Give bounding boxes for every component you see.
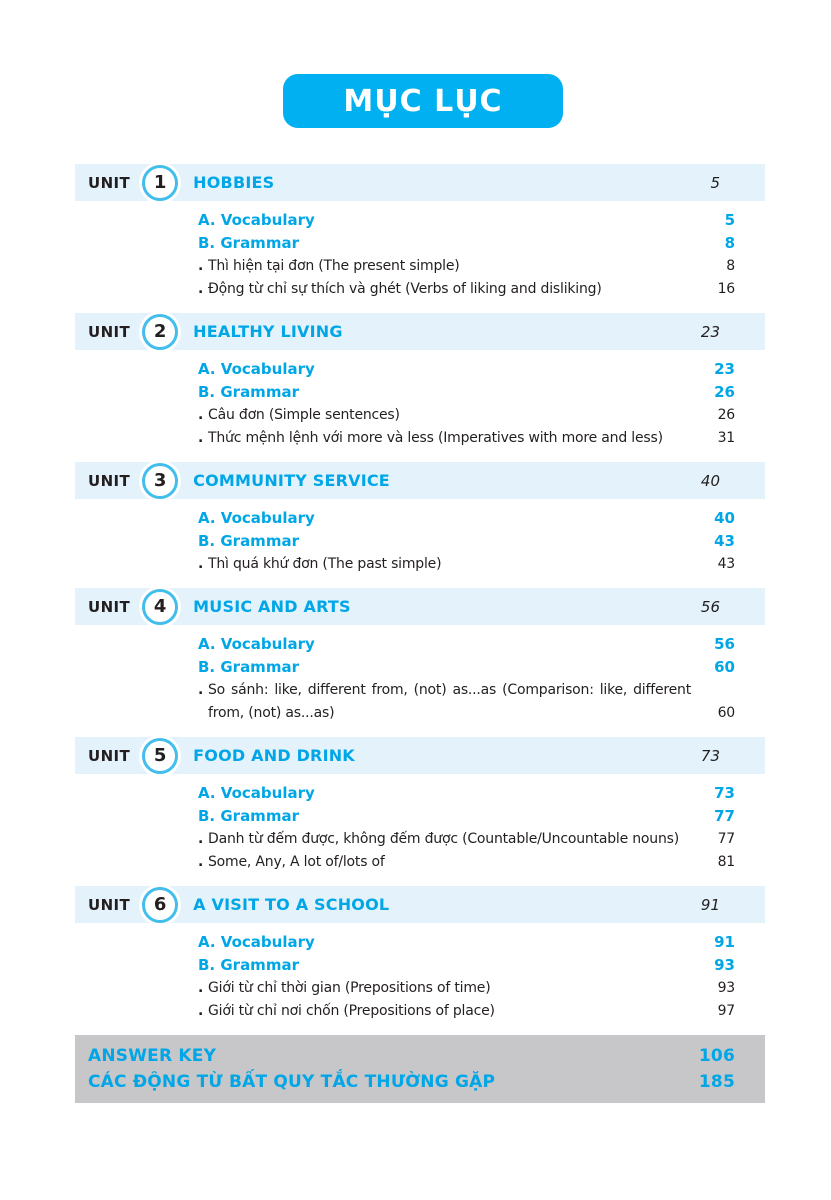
toc-item [198,679,735,725]
toc-section [198,209,735,232]
toc-item-page: 77 [717,831,735,847]
unit-body [75,350,765,450]
footer-page: 106 [698,1046,735,1066]
toc-item [198,278,735,301]
bullet: . [198,281,204,297]
toc-item-text: Động từ chỉ sự thích và ghét (Verbs of liking and disliking) [208,281,602,297]
unit-label: UNIT [88,597,131,616]
toc-section [198,633,735,656]
toc-item-text: Giới từ chỉ nơi chốn (Prepositions of place) [208,1003,495,1019]
toc-section [198,381,735,404]
toc-section-label: A. Vocabulary [198,360,315,378]
unit-page-number: 23 [700,322,720,341]
unit-number-badge [142,589,178,625]
unit-header [75,886,765,923]
toc-item-page: 60 [717,705,735,721]
toc-item [198,255,735,278]
toc-section [198,232,735,255]
unit-header [75,588,765,625]
unit-label: UNIT [88,322,131,341]
footer-row-irregular-verbs [88,1069,735,1095]
unit-title: A VISIT TO A SCHOOL [193,895,390,914]
toc-section-page: 77 [714,807,735,825]
toc-section-page: 23 [714,360,735,378]
toc-section-label: B. Grammar [198,383,299,401]
toc-section [198,782,735,805]
unit-body [75,499,765,576]
unit-body [75,774,765,874]
toc-item [198,553,735,576]
toc-section [198,530,735,553]
toc-item-text: So sánh: like, different from, (not) as...as (Comparison: like, different from, (not) as...as) [208,682,691,721]
toc-section-label: B. Grammar [198,807,299,825]
unit-number-badge [142,165,178,201]
toc-item [198,828,735,851]
unit-block-6 [75,886,765,1023]
unit-number: 2 [153,321,167,342]
toc-section-label: B. Grammar [198,532,299,550]
toc-section-page: 5 [724,211,735,229]
toc-section-page: 26 [714,383,735,401]
toc-section-label: A. Vocabulary [198,933,315,951]
unit-number-badge [142,887,178,923]
bullet: . [198,682,204,698]
unit-title: HEALTHY LIVING [193,322,343,341]
unit-number: 1 [153,172,167,193]
toc-item-text: Thức mệnh lệnh với more và less (Imperatives with more and less) [208,430,663,446]
toc-section-page: 40 [714,509,735,527]
toc-item-page: 93 [717,980,735,996]
unit-number-badge [142,463,178,499]
unit-number: 4 [153,596,167,617]
unit-title: MUSIC AND ARTS [193,597,351,616]
toc-section-label: B. Grammar [198,234,299,252]
footer-row-answer-key [88,1043,735,1069]
bullet: . [198,1003,204,1019]
toc-item-text: Giới từ chỉ thời gian (Prepositions of time) [208,980,491,996]
toc-section-page: 93 [714,956,735,974]
unit-page-number: 56 [700,597,720,616]
bullet: . [198,854,204,870]
toc-section-label: A. Vocabulary [198,211,315,229]
toc-section-page: 43 [714,532,735,550]
toc-section [198,954,735,977]
toc-section-label: B. Grammar [198,658,299,676]
toc-section-label: B. Grammar [198,956,299,974]
unit-block-3 [75,462,765,576]
bullet: . [198,980,204,996]
toc-section-label: A. Vocabulary [198,635,315,653]
toc-item-page: 26 [717,407,735,423]
unit-number: 6 [153,894,167,915]
toc-item [198,404,735,427]
page-title [283,74,563,128]
unit-number-badge [142,314,178,350]
unit-body [75,923,765,1023]
toc-item-text: Some, Any, A lot of/lots of [208,854,385,870]
unit-page-number: 40 [700,471,720,490]
unit-block-1 [75,164,765,301]
toc-section [198,358,735,381]
unit-body [75,201,765,301]
footer [75,1035,765,1103]
unit-title: FOOD AND DRINK [193,746,355,765]
footer-label: CÁC ĐỘNG TỪ BẤT QUY TẮC THƯỜNG GẶP [88,1072,496,1092]
unit-header [75,737,765,774]
toc-section-page: 60 [714,658,735,676]
bullet: . [198,556,204,572]
toc-section-page: 91 [714,933,735,951]
page-title-text: MỤC LỤC [343,83,503,119]
footer-page: 185 [698,1072,735,1092]
bullet: . [198,407,204,423]
toc-item-page: 8 [726,258,735,274]
toc-section [198,656,735,679]
toc-item [198,1000,735,1023]
toc-item-text: Danh từ đếm được, không đếm được (Countable/Uncountable nouns) [208,831,679,847]
toc-item-page: 97 [717,1003,735,1019]
unit-header [75,164,765,201]
unit-block-2 [75,313,765,450]
toc-section-label: A. Vocabulary [198,784,315,802]
unit-body [75,625,765,725]
toc-item-page: 43 [717,556,735,572]
toc-content [75,164,765,1103]
toc-item-page: 31 [717,430,735,446]
toc-section-label: A. Vocabulary [198,509,315,527]
toc-item [198,977,735,1000]
toc-item-text: Thì quá khứ đơn (The past simple) [208,556,442,572]
unit-label: UNIT [88,173,131,192]
toc-item-text: Thì hiện tại đơn (The present simple) [208,258,460,274]
toc-item-page: 81 [717,854,735,870]
toc-item-page: 16 [717,281,735,297]
toc-item [198,851,735,874]
unit-number: 5 [153,745,167,766]
unit-label: UNIT [88,895,131,914]
toc-item-text: Câu đơn (Simple sentences) [208,407,400,423]
unit-page-number: 91 [700,895,720,914]
unit-page-number: 73 [700,746,720,765]
unit-header [75,313,765,350]
footer-label: ANSWER KEY [88,1046,217,1066]
unit-block-4 [75,588,765,725]
toc-section-page: 73 [714,784,735,802]
unit-label: UNIT [88,746,131,765]
bullet: . [198,430,204,446]
unit-title: COMMUNITY SERVICE [193,471,390,490]
toc-section-page: 8 [724,234,735,252]
toc-section [198,805,735,828]
unit-label: UNIT [88,471,131,490]
toc-section [198,931,735,954]
toc-item [198,427,735,450]
unit-page-number: 5 [710,173,720,192]
unit-header [75,462,765,499]
unit-number: 3 [153,470,167,491]
unit-number-badge [142,738,178,774]
unit-block-5 [75,737,765,874]
bullet: . [198,258,204,274]
bullet: . [198,831,204,847]
unit-title: HOBBIES [193,173,275,192]
toc-section-page: 56 [714,635,735,653]
toc-section [198,507,735,530]
